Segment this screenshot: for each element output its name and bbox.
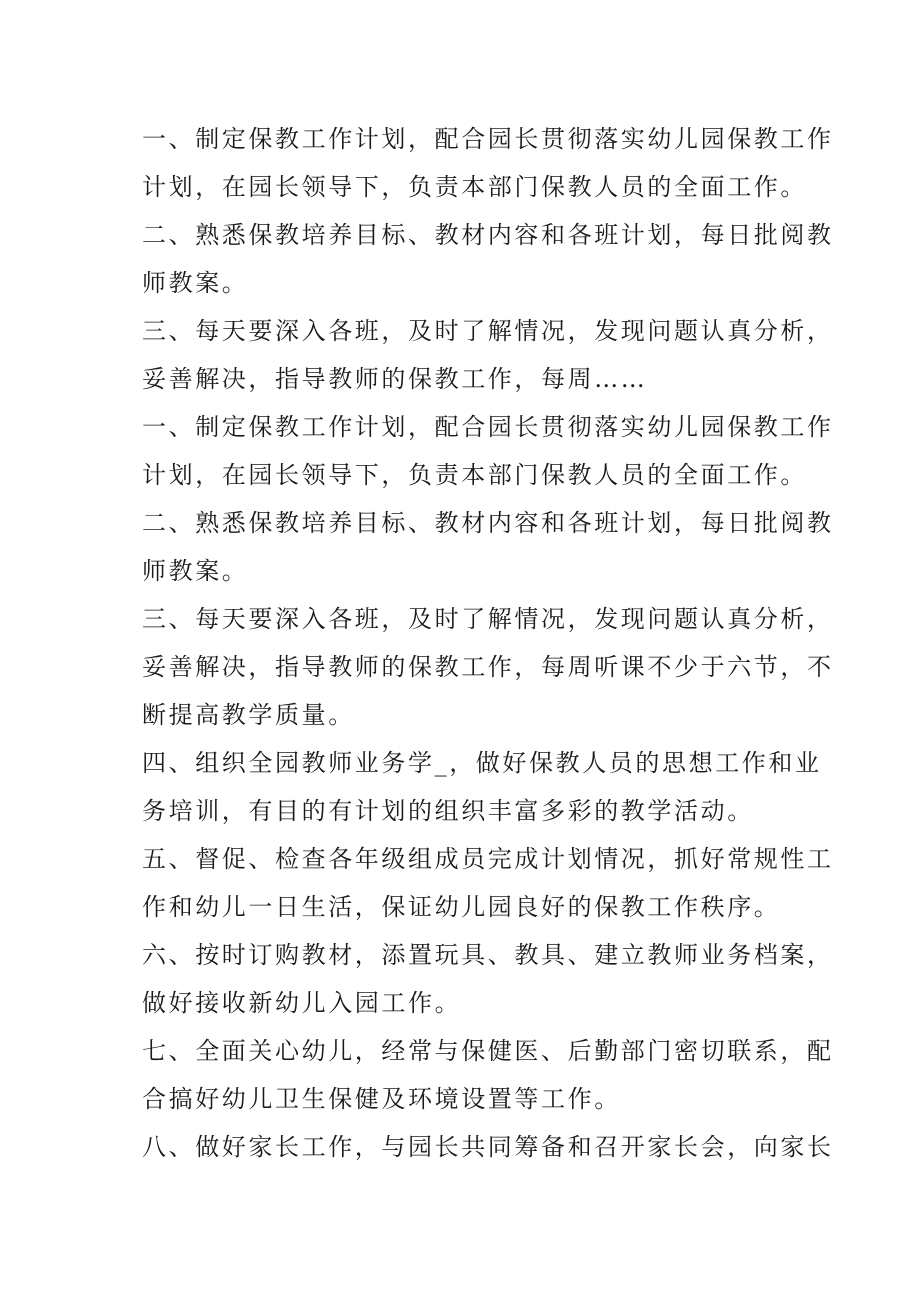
text-line: 师教案。	[142, 557, 249, 585]
text-line: 一、制定保教工作计划，配合园长贯彻落实幼儿园保教工作	[142, 413, 834, 441]
text-line: 师教案。	[142, 269, 249, 297]
text-line: 二、熟悉保教培养目标、教材内容和各班计划，每日批阅教	[142, 221, 834, 249]
text-line: 二、熟悉保教培养目标、教材内容和各班计划，每日批阅教	[142, 509, 834, 537]
text-line: 务培训，有目的有计划的组织丰富多彩的教学活动。	[142, 797, 754, 825]
text-line: 妥善解决，指导教师的保教工作，每周听课不少于六节，不	[142, 653, 834, 681]
text-line: 三、每天要深入各班，及时了解情况，发现问题认真分析，	[142, 605, 834, 633]
document-body	[142, 115, 834, 1171]
text-line: 一、制定保教工作计划，配合园长贯彻落实幼儿园保教工作	[142, 125, 834, 153]
text-line: 八、做好家长工作，与园长共同筹备和召开家长会，向家长	[142, 1133, 834, 1161]
text-line: 做好接收新幼儿入园工作。	[142, 989, 462, 1017]
text-line: 六、按时订购教材，添置玩具、教具、建立教师业务档案，	[142, 941, 834, 969]
text-line: 作和幼儿一日生活，保证幼儿园良好的保教工作秩序。	[142, 893, 781, 921]
text-line: 合搞好幼儿卫生保健及环境设置等工作。	[142, 1085, 621, 1113]
text-line: 五、督促、检查各年级组成员完成计划情况，抓好常规性工	[142, 845, 834, 873]
text-line: 计划，在园长领导下，负责本部门保教人员的全面工作。	[142, 461, 807, 489]
text-line: 三、每天要深入各班，及时了解情况，发现问题认真分析，	[142, 317, 834, 345]
text-line: 四、组织全园教师业务学_，做好保教人员的思想工作和业	[142, 749, 822, 777]
text-line: 七、全面关心幼儿，经常与保健医、后勤部门密切联系，配	[142, 1037, 834, 1065]
text-line: 计划，在园长领导下，负责本部门保教人员的全面工作。	[142, 173, 807, 201]
text-line: 断提高教学质量。	[142, 701, 355, 729]
text-line: 妥善解决，指导教师的保教工作，每周……	[142, 365, 648, 393]
